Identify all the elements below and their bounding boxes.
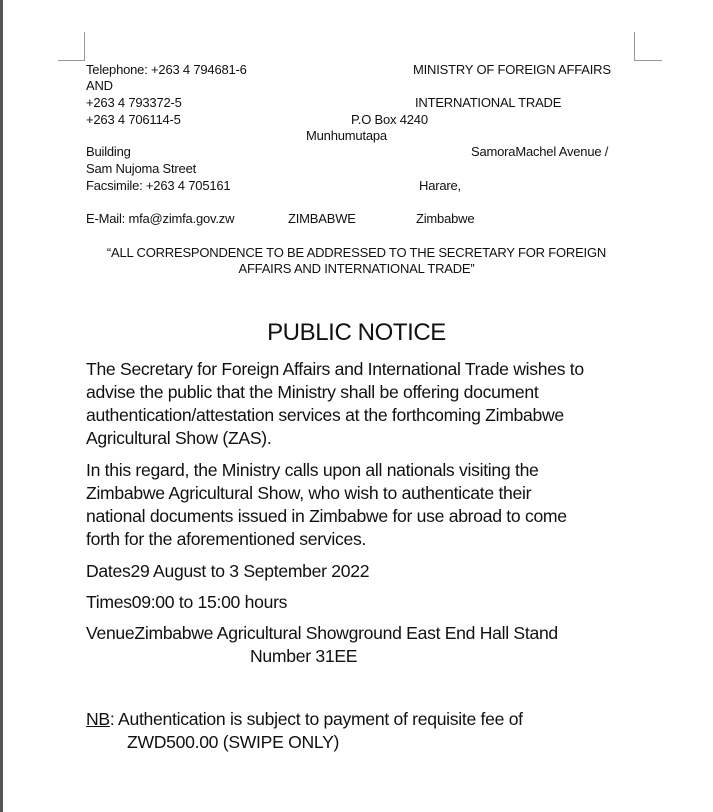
paragraph-1-line-2: advise the public that the Ministry shall be offering document	[86, 382, 539, 402]
paragraph-2-line-3: national documents issued in Zimbabwe for use abroad to come	[86, 506, 567, 526]
paragraph-1-line-1: The Secretary for Foreign Affairs and International Trade wishes to	[86, 359, 584, 379]
crop-mark-left-vertical	[84, 32, 85, 60]
nb-line-2: ZWD500.00 (SWIPE ONLY)	[127, 732, 340, 752]
and-line: AND	[86, 78, 113, 93]
page-edge	[0, 0, 3, 812]
country-caps: ZIMBABWE	[288, 211, 356, 226]
dates: Dates29 August to 3 September 2022	[86, 561, 370, 581]
crop-mark-left-horizontal	[58, 60, 85, 61]
nb-line-1	[86, 708, 523, 731]
telephone-line: Telephone: +263 4 794681-6	[86, 62, 247, 77]
venue-line-2: Number 31EE	[250, 646, 358, 666]
international-trade: INTERNATIONAL TRADE	[415, 95, 562, 110]
crop-mark-right-horizontal	[634, 60, 662, 61]
samora-machel: SamoraMachel Avenue /	[471, 144, 609, 159]
ministry-name: MINISTRY OF FOREIGN AFFAIRS	[413, 62, 611, 77]
paragraph-1-line-4: Agricultural Show (ZAS).	[86, 428, 272, 448]
building: Building	[86, 144, 131, 159]
phone-2: +263 4 793372-5	[86, 95, 182, 110]
facsimile: Facsimile: +263 4 705161	[86, 178, 231, 193]
paragraph-2-line-2: Zimbabwe Agricultural Show, who wish to authenticate their	[86, 483, 532, 503]
munhumutapa: Munhumutapa	[306, 128, 387, 143]
paragraph-1-line-3: authentication/attestation services at the forthcoming Zimbabwe	[86, 405, 564, 425]
correspondence-line-2: AFFAIRS AND INTERNATIONAL TRADE”	[238, 261, 475, 276]
paragraph-2-line-1: In this regard, the Ministry calls upon all nationals visiting the	[86, 460, 539, 480]
nb-text: : Authentication is subject to payment of requisite fee of	[109, 709, 523, 729]
correspondence-line-1: “ALL CORRESPONDENCE TO BE ADDRESSED TO THE SECRETARY FOR FOREIGN	[106, 245, 607, 260]
crop-mark-right-vertical	[634, 32, 635, 60]
harare: Harare,	[419, 178, 461, 193]
sam-nujoma-street: Sam Nujoma Street	[86, 161, 197, 176]
country: Zimbabwe	[416, 211, 475, 226]
email: E-Mail: mfa@zimfa.gov.zw	[86, 211, 235, 226]
phone-3: +263 4 706114-5	[86, 112, 181, 127]
venue-line-1: VenueZimbabwe Agricultural Showground East End Hall Stand	[86, 623, 558, 643]
nb-label: NB	[86, 709, 110, 729]
notice-title: PUBLIC NOTICE	[267, 319, 446, 346]
po-box: P.O Box 4240	[351, 112, 428, 127]
times: Times09:00 to 15:00 hours	[86, 592, 288, 612]
paragraph-2-line-4: forth for the aforementioned services.	[86, 529, 367, 549]
